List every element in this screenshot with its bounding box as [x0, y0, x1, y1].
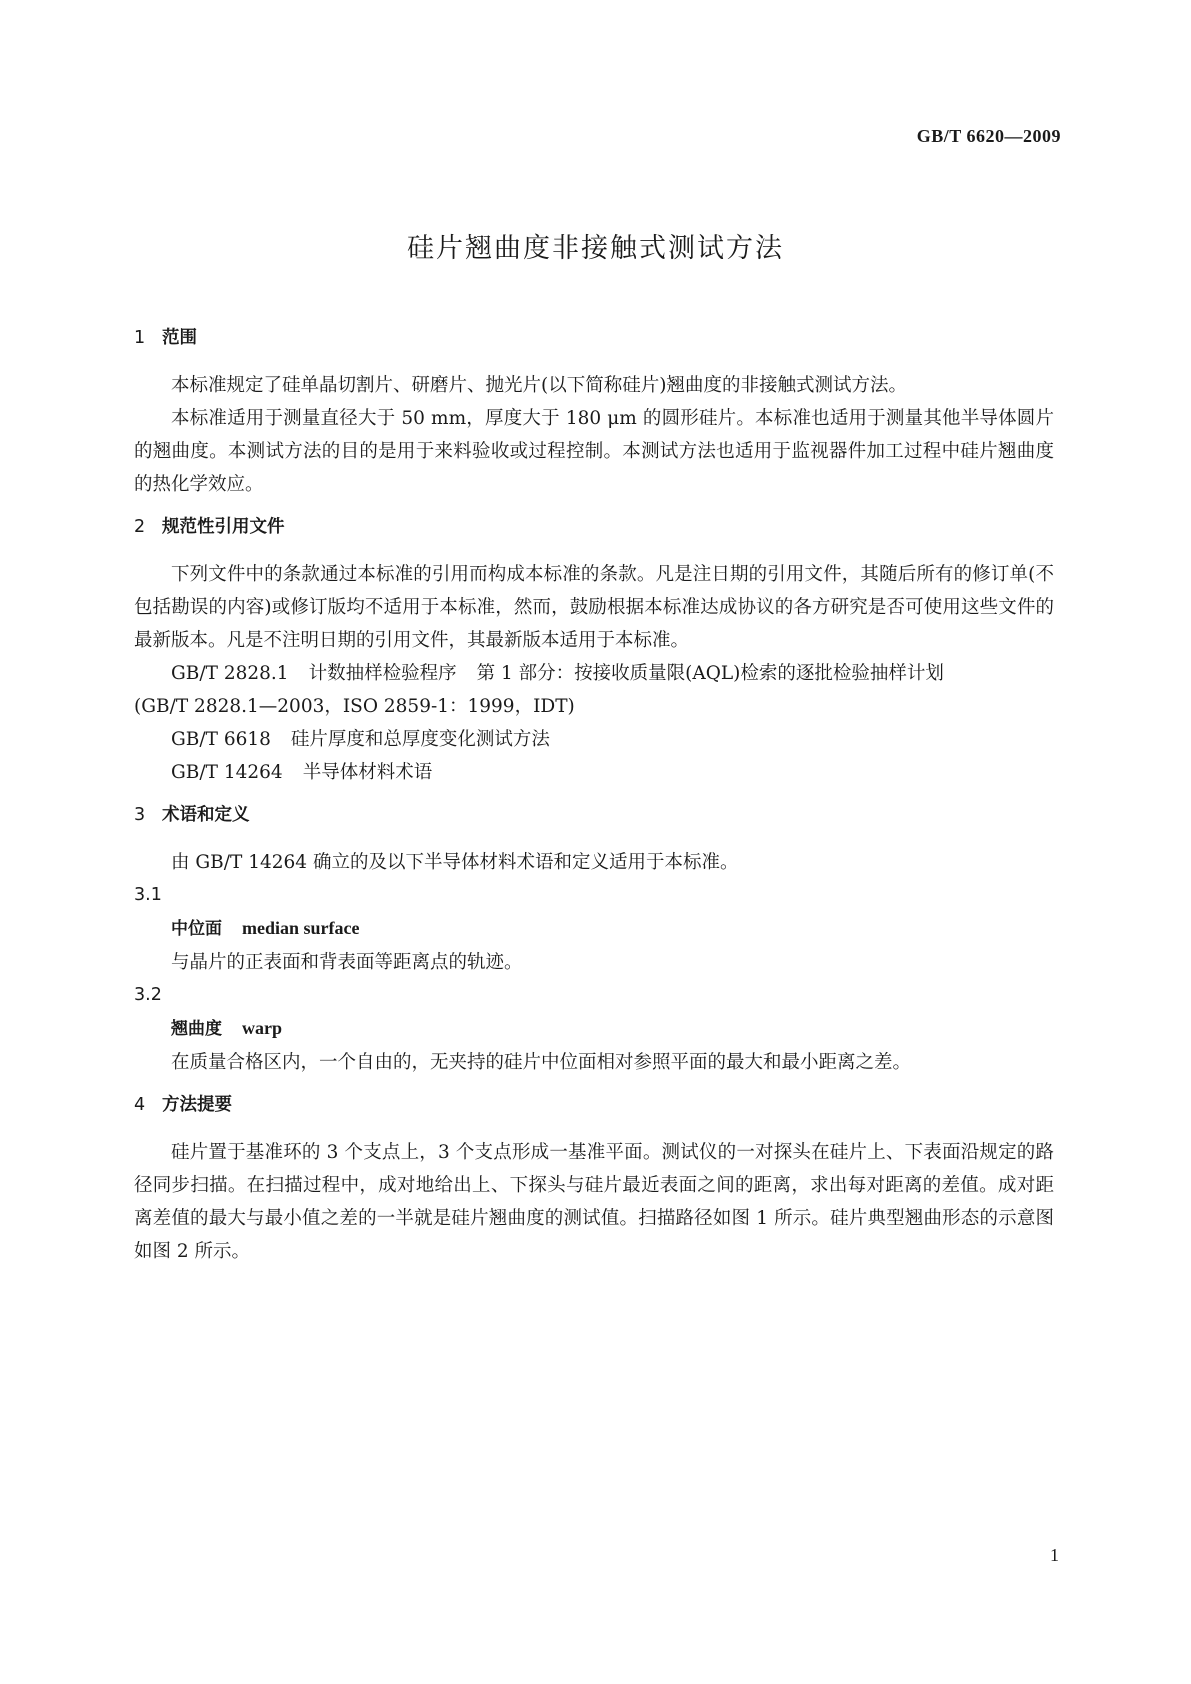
reference-equivalence: (GB/T 2828.1—2003，ISO 2859-1：1999，IDT) — [134, 696, 575, 717]
reference-code: GB/T 6618 — [171, 729, 271, 750]
term-definition: 与晶片的正表面和背表面等距离点的轨迹。 — [171, 952, 523, 973]
paragraph: 下列文件中的条款通过本标准的引用而构成本标准的条款。凡是注日期的引用文件，其随后所有的修订单(不包括勘误的内容)或修订版均不适用于本标准，然而，鼓励根据本标准达成协议的各方研究是否可使用这些文件的最新版本。凡是不注明日期的引用文件，其最新版本适用于本标准。 — [134, 564, 1054, 651]
reference-code: GB/T 2828.1 — [171, 663, 289, 684]
section-number: 3 — [134, 805, 146, 825]
document-body — [134, 322, 1054, 1268]
section-3-heading — [134, 799, 1054, 832]
reference-item — [134, 756, 1054, 789]
section-4-heading — [134, 1089, 1054, 1122]
section-title: 术语和定义 — [162, 805, 250, 825]
reference-name: 硅片厚度和总厚度变化测试方法 — [290, 729, 550, 750]
reference-name: 半导体材料术语 — [302, 762, 433, 783]
paragraph: 由 GB/T 14264 确立的及以下半导体材料术语和定义适用于本标准。 — [171, 852, 739, 873]
standard-number: GB/T 6620—2009 — [916, 126, 1061, 146]
paragraph: 硅片置于基准环的 3 个支点上，3 个支点形成一基准平面。测试仪的一对探头在硅片上、下表面沿规定的路径同步扫描。在扫描过程中，成对地给出上、下探头与硅片最近表面之间的距离，求出每对距离的差值。成对距离差值的最大与最小值之差的一半就是硅片翘曲度的测试值。扫描路径如图 1 所示。硅片典型翘曲形态的示意图如图 2 所示。 — [134, 1142, 1054, 1262]
term-zh: 翘曲度 — [171, 1019, 222, 1039]
section-title: 方法提要 — [162, 1095, 232, 1115]
section-title: 规范性引用文件 — [162, 517, 285, 537]
reference-name: 计数抽样检验程序 — [308, 663, 457, 684]
section-2-heading — [134, 511, 1054, 544]
term-en: warp — [242, 1018, 282, 1038]
section-title: 范围 — [162, 328, 197, 348]
term-en: median surface — [242, 918, 360, 938]
section-1-heading — [134, 322, 1054, 355]
section-number: 1 — [134, 328, 146, 348]
page-number: 1 — [1050, 1545, 1059, 1565]
term-number: 3.1 — [134, 885, 162, 905]
term-definition: 在质量合格区内，一个自由的，无夹持的硅片中位面相对参照平面的最大和最小距离之差。 — [171, 1052, 912, 1073]
term-number: 3.2 — [134, 985, 162, 1005]
document-title: 硅片翘曲度非接触式测试方法 — [407, 233, 784, 264]
term-heading — [171, 1012, 1054, 1046]
term-zh: 中位面 — [171, 919, 222, 939]
reference-item — [134, 723, 1054, 756]
reference-item — [134, 657, 1054, 690]
paragraph: 本标准适用于测量直径大于 50 mm，厚度大于 180 μm 的圆形硅片。本标准也适用于测量其他半导体圆片的翘曲度。本测试方法的目的是用于来料验收或过程控制。本测试方法也适用于监视器件加工过程中硅片翘曲度的热化学效应。 — [134, 408, 1054, 495]
paragraph: 本标准规定了硅单晶切割片、研磨片、抛光片(以下简称硅片)翘曲度的非接触式测试方法。 — [171, 375, 907, 396]
reference-part: 第 1 部分：按接收质量限(AQL)检索的逐批检验抽样计划 — [476, 663, 944, 684]
section-number: 2 — [134, 517, 146, 537]
reference-code: GB/T 14264 — [171, 762, 283, 783]
section-number: 4 — [134, 1095, 146, 1115]
term-heading — [171, 912, 1054, 946]
